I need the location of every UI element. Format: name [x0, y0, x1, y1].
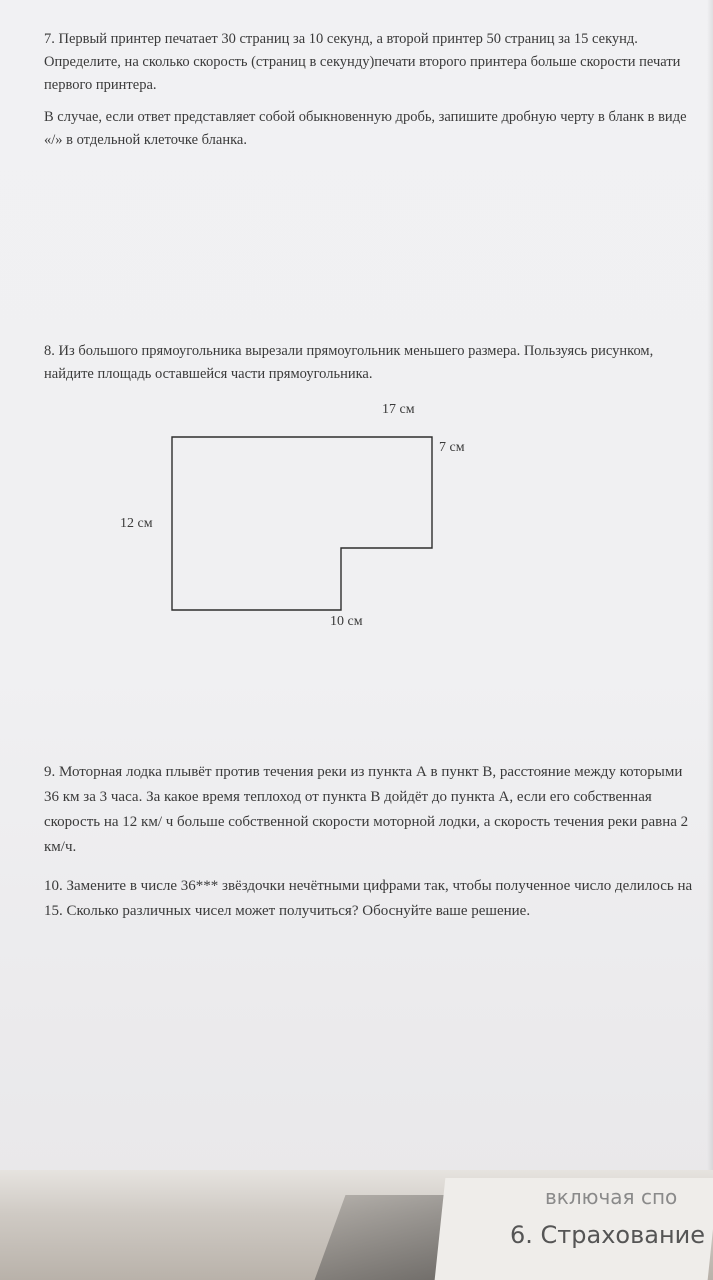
question-9: 9. Моторная лодка плывёт против течения реки из пункта А в пункт В, расстояние между которыми 36 км за 3 часа. За какое время теплоход от пункта В дойдёт до пункта А, если его собственная скорость на 12 км/ ч больше собственной скорости моторной лодки, а скорость течения реки равна 2 км/ч. — [44, 764, 689, 855]
label-bottom-length: 10 см — [330, 614, 363, 629]
question-7-note: В случае, если ответ представляет собой обыкновенную дробь, запишите дробную черту в бланк в виде «/» в отдельной клеточке бланка. — [44, 109, 687, 148]
l-shape-outline — [172, 437, 432, 610]
label-left-length: 12 см — [120, 516, 153, 531]
background-item-text: 6. Страхование — [510, 1221, 705, 1249]
label-top-length: 17 см — [382, 402, 415, 417]
question-10: 10. Замените в числе 36*** звёздочки нечётными цифрами так, чтобы полученное число делилось на 15. Сколько различных чисел может получиться? Обоснуйте ваше решение. — [44, 878, 693, 919]
background-partial-text: включая спо — [545, 1185, 678, 1209]
label-right-length: 7 см — [439, 440, 465, 455]
question-8: 8. Из большого прямоугольника вырезали прямоугольник меньшего размера. Пользуясь рисунком, найдите площадь оставшейся части прямоугольника. — [44, 343, 654, 382]
question-7: 7. Первый принтер печатает 30 страниц за 10 секунд, а второй принтер 50 страниц за 15 секунд. Определите, на сколько скорость (страниц в секунду)печати второго принтера больше скорости печати первого принтера. — [44, 31, 681, 93]
